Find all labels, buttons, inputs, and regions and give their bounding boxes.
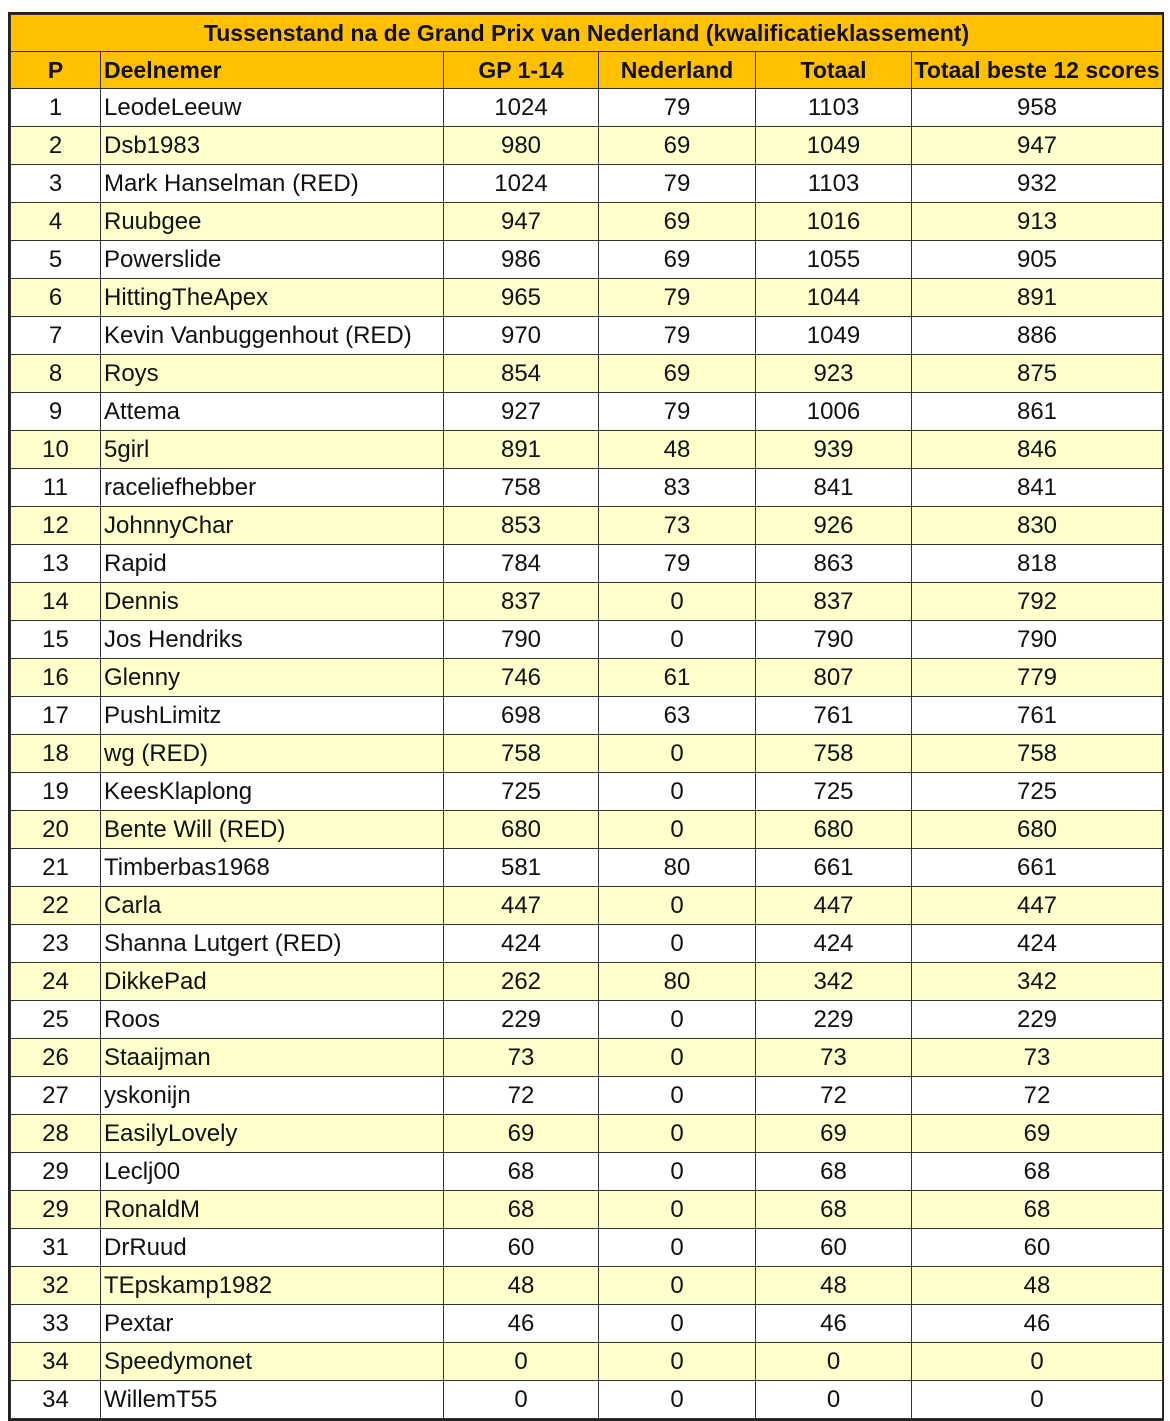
cell-gp[interactable]: 581 [444,849,599,887]
cell-participant[interactable]: 5girl [101,431,444,469]
table-row[interactable] [11,621,1163,659]
cell-best12[interactable]: 875 [912,355,1163,393]
cell-gp[interactable]: 68 [444,1153,599,1191]
cell-best12[interactable]: 73 [912,1039,1163,1077]
cell-position[interactable]: 11 [11,469,101,507]
cell-gp[interactable]: 980 [444,127,599,165]
cell-gp[interactable]: 746 [444,659,599,697]
cell-gp[interactable]: 72 [444,1077,599,1115]
cell-nederland[interactable]: 0 [599,1381,756,1419]
cell-total[interactable]: 761 [756,697,912,735]
cell-position[interactable]: 29 [11,1153,101,1191]
table-row[interactable] [11,583,1163,621]
cell-nederland[interactable]: 0 [599,1229,756,1267]
cell-best12[interactable]: 229 [912,1001,1163,1039]
table-row[interactable] [11,1153,1163,1191]
cell-best12[interactable]: 424 [912,925,1163,963]
cell-best12[interactable]: 792 [912,583,1163,621]
cell-position[interactable]: 21 [11,849,101,887]
cell-participant[interactable]: Ruubgee [101,203,444,241]
cell-gp[interactable]: 837 [444,583,599,621]
cell-gp[interactable]: 927 [444,393,599,431]
cell-nederland[interactable]: 0 [599,1001,756,1039]
table-row[interactable] [11,203,1163,241]
cell-best12[interactable]: 0 [912,1343,1163,1381]
cell-nederland[interactable]: 83 [599,469,756,507]
cell-gp[interactable]: 758 [444,469,599,507]
cell-best12[interactable]: 68 [912,1191,1163,1229]
cell-best12[interactable]: 69 [912,1115,1163,1153]
cell-best12[interactable]: 958 [912,89,1163,127]
cell-participant[interactable]: Roos [101,1001,444,1039]
cell-position[interactable]: 15 [11,621,101,659]
table-row[interactable] [11,1001,1163,1039]
cell-total[interactable]: 1103 [756,89,912,127]
cell-participant[interactable]: raceliefhebber [101,469,444,507]
cell-gp[interactable]: 1024 [444,165,599,203]
cell-participant[interactable]: HittingTheApex [101,279,444,317]
cell-best12[interactable]: 905 [912,241,1163,279]
table-row[interactable] [11,963,1163,1001]
cell-position[interactable]: 22 [11,887,101,925]
cell-total[interactable]: 69 [756,1115,912,1153]
cell-gp[interactable]: 60 [444,1229,599,1267]
column-header-participant[interactable]: Deelnemer [101,52,444,89]
cell-gp[interactable]: 854 [444,355,599,393]
standings-table [10,14,1163,1419]
table-row[interactable] [11,127,1163,165]
cell-gp[interactable]: 447 [444,887,599,925]
cell-gp[interactable]: 947 [444,203,599,241]
cell-position[interactable]: 19 [11,773,101,811]
table-row[interactable] [11,317,1163,355]
cell-gp[interactable]: 73 [444,1039,599,1077]
cell-position[interactable]: 16 [11,659,101,697]
cell-total[interactable]: 837 [756,583,912,621]
cell-total[interactable]: 790 [756,621,912,659]
cell-position[interactable]: 6 [11,279,101,317]
cell-total[interactable]: 1016 [756,203,912,241]
cell-gp[interactable]: 46 [444,1305,599,1343]
cell-total[interactable]: 424 [756,925,912,963]
cell-nederland[interactable]: 0 [599,887,756,925]
cell-participant[interactable]: Pextar [101,1305,444,1343]
cell-best12[interactable]: 830 [912,507,1163,545]
column-header-nederland[interactable]: Nederland [599,52,756,89]
cell-gp[interactable]: 424 [444,925,599,963]
table-row[interactable] [11,887,1163,925]
cell-best12[interactable]: 68 [912,1153,1163,1191]
cell-participant[interactable]: Glenny [101,659,444,697]
cell-best12[interactable]: 48 [912,1267,1163,1305]
cell-participant[interactable]: Jos Hendriks [101,621,444,659]
column-header-position[interactable]: P [11,52,101,89]
cell-nederland[interactable]: 79 [599,545,756,583]
table-row[interactable] [11,89,1163,127]
cell-nederland[interactable]: 69 [599,241,756,279]
table-row[interactable] [11,355,1163,393]
cell-best12[interactable]: 886 [912,317,1163,355]
cell-total[interactable]: 1044 [756,279,912,317]
cell-position[interactable]: 29 [11,1191,101,1229]
cell-nederland[interactable]: 0 [599,1153,756,1191]
cell-position[interactable]: 7 [11,317,101,355]
cell-total[interactable]: 46 [756,1305,912,1343]
cell-gp[interactable]: 970 [444,317,599,355]
cell-total[interactable]: 68 [756,1191,912,1229]
cell-total[interactable]: 1103 [756,165,912,203]
cell-gp[interactable]: 1024 [444,89,599,127]
cell-nederland[interactable]: 0 [599,621,756,659]
cell-total[interactable]: 342 [756,963,912,1001]
cell-participant[interactable]: EasilyLovely [101,1115,444,1153]
cell-gp[interactable]: 758 [444,735,599,773]
cell-gp[interactable]: 725 [444,773,599,811]
cell-gp[interactable]: 229 [444,1001,599,1039]
cell-participant[interactable]: JohnnyChar [101,507,444,545]
cell-gp[interactable]: 69 [444,1115,599,1153]
cell-nederland[interactable]: 69 [599,203,756,241]
cell-best12[interactable]: 447 [912,887,1163,925]
cell-gp[interactable]: 853 [444,507,599,545]
cell-total[interactable]: 1006 [756,393,912,431]
cell-position[interactable]: 28 [11,1115,101,1153]
cell-best12[interactable]: 913 [912,203,1163,241]
cell-gp[interactable]: 965 [444,279,599,317]
cell-nederland[interactable]: 0 [599,1267,756,1305]
cell-nederland[interactable]: 0 [599,1115,756,1153]
cell-position[interactable]: 10 [11,431,101,469]
cell-participant[interactable]: Dsb1983 [101,127,444,165]
cell-best12[interactable]: 72 [912,1077,1163,1115]
cell-best12[interactable]: 818 [912,545,1163,583]
cell-total[interactable]: 661 [756,849,912,887]
cell-participant[interactable]: WillemT55 [101,1381,444,1419]
cell-position[interactable]: 20 [11,811,101,849]
cell-best12[interactable]: 725 [912,773,1163,811]
cell-position[interactable]: 26 [11,1039,101,1077]
cell-position[interactable]: 5 [11,241,101,279]
cell-total[interactable]: 939 [756,431,912,469]
cell-gp[interactable]: 790 [444,621,599,659]
cell-best12[interactable]: 846 [912,431,1163,469]
table-row[interactable] [11,1191,1163,1229]
standings-sheet [8,12,1164,1421]
cell-best12[interactable]: 891 [912,279,1163,317]
table-row[interactable] [11,697,1163,735]
cell-nederland[interactable]: 80 [599,849,756,887]
cell-nederland[interactable]: 79 [599,393,756,431]
cell-position[interactable]: 12 [11,507,101,545]
cell-participant[interactable]: DikkePad [101,963,444,1001]
table-row[interactable] [11,431,1163,469]
cell-participant[interactable]: Timberbas1968 [101,849,444,887]
table-row[interactable] [11,1229,1163,1267]
cell-nederland[interactable]: 0 [599,1077,756,1115]
cell-nederland[interactable]: 73 [599,507,756,545]
cell-participant[interactable]: Kevin Vanbuggenhout (RED) [101,317,444,355]
cell-participant[interactable]: KeesKlaplong [101,773,444,811]
cell-gp[interactable]: 891 [444,431,599,469]
cell-participant[interactable]: Attema [101,393,444,431]
table-row[interactable] [11,545,1163,583]
table-row[interactable] [11,811,1163,849]
table-row[interactable] [11,659,1163,697]
cell-total[interactable]: 841 [756,469,912,507]
cell-best12[interactable]: 947 [912,127,1163,165]
cell-best12[interactable]: 779 [912,659,1163,697]
table-row[interactable] [11,1267,1163,1305]
cell-participant[interactable]: Carla [101,887,444,925]
cell-gp[interactable]: 986 [444,241,599,279]
cell-position[interactable]: 27 [11,1077,101,1115]
cell-position[interactable]: 33 [11,1305,101,1343]
cell-gp[interactable]: 784 [444,545,599,583]
cell-gp[interactable]: 48 [444,1267,599,1305]
table-row[interactable] [11,735,1163,773]
cell-total[interactable]: 72 [756,1077,912,1115]
cell-participant[interactable]: Bente Will (RED) [101,811,444,849]
column-header-total[interactable]: Totaal [756,52,912,89]
cell-best12[interactable]: 680 [912,811,1163,849]
cell-best12[interactable]: 0 [912,1381,1163,1419]
cell-total[interactable]: 680 [756,811,912,849]
cell-nederland[interactable]: 0 [599,1191,756,1229]
cell-total[interactable]: 48 [756,1267,912,1305]
table-row[interactable] [11,507,1163,545]
cell-nederland[interactable]: 69 [599,355,756,393]
cell-position[interactable]: 17 [11,697,101,735]
cell-total[interactable]: 229 [756,1001,912,1039]
header-row [11,52,1163,89]
table-row[interactable] [11,849,1163,887]
cell-nederland[interactable]: 79 [599,165,756,203]
cell-position[interactable]: 32 [11,1267,101,1305]
table-row[interactable] [11,1077,1163,1115]
cell-total[interactable]: 73 [756,1039,912,1077]
cell-participant[interactable]: LeodeLeeuw [101,89,444,127]
cell-position[interactable]: 24 [11,963,101,1001]
title-row [11,15,1163,52]
cell-total[interactable]: 60 [756,1229,912,1267]
table-row[interactable] [11,165,1163,203]
cell-nederland[interactable]: 0 [599,1039,756,1077]
cell-position[interactable]: 25 [11,1001,101,1039]
cell-best12[interactable]: 661 [912,849,1163,887]
cell-participant[interactable]: Speedymonet [101,1343,444,1381]
column-header-best12[interactable]: Totaal beste 12 scores [912,52,1163,89]
cell-participant[interactable]: DrRuud [101,1229,444,1267]
cell-best12[interactable]: 841 [912,469,1163,507]
cell-total[interactable]: 926 [756,507,912,545]
table-row[interactable] [11,1381,1163,1419]
cell-gp[interactable]: 680 [444,811,599,849]
cell-best12[interactable]: 790 [912,621,1163,659]
cell-position[interactable]: 3 [11,165,101,203]
cell-participant[interactable]: Powerslide [101,241,444,279]
cell-nederland[interactable]: 48 [599,431,756,469]
cell-nederland[interactable]: 0 [599,925,756,963]
cell-total[interactable]: 0 [756,1343,912,1381]
cell-nederland[interactable]: 0 [599,735,756,773]
cell-total[interactable]: 0 [756,1381,912,1419]
cell-gp[interactable]: 0 [444,1381,599,1419]
cell-best12[interactable]: 932 [912,165,1163,203]
table-row[interactable] [11,469,1163,507]
table-row[interactable] [11,1039,1163,1077]
table-title: Tussenstand na de Grand Prix van Nederland (kwalificatieklassement) [11,15,1163,52]
table-row[interactable] [11,1305,1163,1343]
cell-total[interactable]: 725 [756,773,912,811]
cell-nederland[interactable]: 0 [599,773,756,811]
cell-best12[interactable]: 46 [912,1305,1163,1343]
cell-nederland[interactable]: 69 [599,127,756,165]
cell-nederland[interactable]: 79 [599,279,756,317]
table-row[interactable] [11,279,1163,317]
cell-nederland[interactable]: 79 [599,317,756,355]
cell-nederland[interactable]: 0 [599,811,756,849]
cell-participant[interactable]: Roys [101,355,444,393]
cell-position[interactable]: 13 [11,545,101,583]
cell-total[interactable]: 68 [756,1153,912,1191]
cell-total[interactable]: 1049 [756,127,912,165]
cell-nederland[interactable]: 80 [599,963,756,1001]
cell-position[interactable]: 34 [11,1343,101,1381]
cell-best12[interactable]: 60 [912,1229,1163,1267]
cell-total[interactable]: 447 [756,887,912,925]
cell-participant[interactable]: RonaldM [101,1191,444,1229]
cell-best12[interactable]: 342 [912,963,1163,1001]
cell-position[interactable]: 1 [11,89,101,127]
cell-participant[interactable]: Shanna Lutgert (RED) [101,925,444,963]
cell-participant[interactable]: Dennis [101,583,444,621]
cell-position[interactable]: 23 [11,925,101,963]
cell-position[interactable]: 18 [11,735,101,773]
cell-participant[interactable]: Rapid [101,545,444,583]
cell-total[interactable]: 1049 [756,317,912,355]
table-row[interactable] [11,1343,1163,1381]
cell-gp[interactable]: 0 [444,1343,599,1381]
cell-nederland[interactable]: 79 [599,89,756,127]
column-header-gp[interactable]: GP 1-14 [444,52,599,89]
standings-body [11,89,1163,1419]
cell-nederland[interactable]: 0 [599,1343,756,1381]
cell-total[interactable]: 863 [756,545,912,583]
cell-total[interactable]: 758 [756,735,912,773]
cell-nederland[interactable]: 0 [599,1305,756,1343]
cell-position[interactable]: 8 [11,355,101,393]
cell-best12[interactable]: 861 [912,393,1163,431]
cell-nederland[interactable]: 63 [599,697,756,735]
table-row[interactable] [11,773,1163,811]
cell-participant[interactable]: Mark Hanselman (RED) [101,165,444,203]
table-row[interactable] [11,393,1163,431]
cell-gp[interactable]: 698 [444,697,599,735]
table-row[interactable] [11,925,1163,963]
cell-nederland[interactable]: 61 [599,659,756,697]
cell-nederland[interactable]: 0 [599,583,756,621]
cell-position[interactable]: 14 [11,583,101,621]
cell-participant[interactable]: yskonijn [101,1077,444,1115]
cell-total[interactable]: 923 [756,355,912,393]
table-row[interactable] [11,1115,1163,1153]
cell-position[interactable]: 34 [11,1381,101,1419]
cell-position[interactable]: 2 [11,127,101,165]
cell-total[interactable]: 1055 [756,241,912,279]
cell-participant[interactable]: PushLimitz [101,697,444,735]
cell-participant[interactable]: TEpskamp1982 [101,1267,444,1305]
cell-best12[interactable]: 758 [912,735,1163,773]
table-row[interactable] [11,241,1163,279]
cell-gp[interactable]: 68 [444,1191,599,1229]
cell-best12[interactable]: 761 [912,697,1163,735]
cell-total[interactable]: 807 [756,659,912,697]
cell-position[interactable]: 4 [11,203,101,241]
cell-participant[interactable]: Staaijman [101,1039,444,1077]
cell-participant[interactable]: wg (RED) [101,735,444,773]
cell-gp[interactable]: 262 [444,963,599,1001]
cell-position[interactable]: 31 [11,1229,101,1267]
cell-position[interactable]: 9 [11,393,101,431]
cell-participant[interactable]: Leclj00 [101,1153,444,1191]
